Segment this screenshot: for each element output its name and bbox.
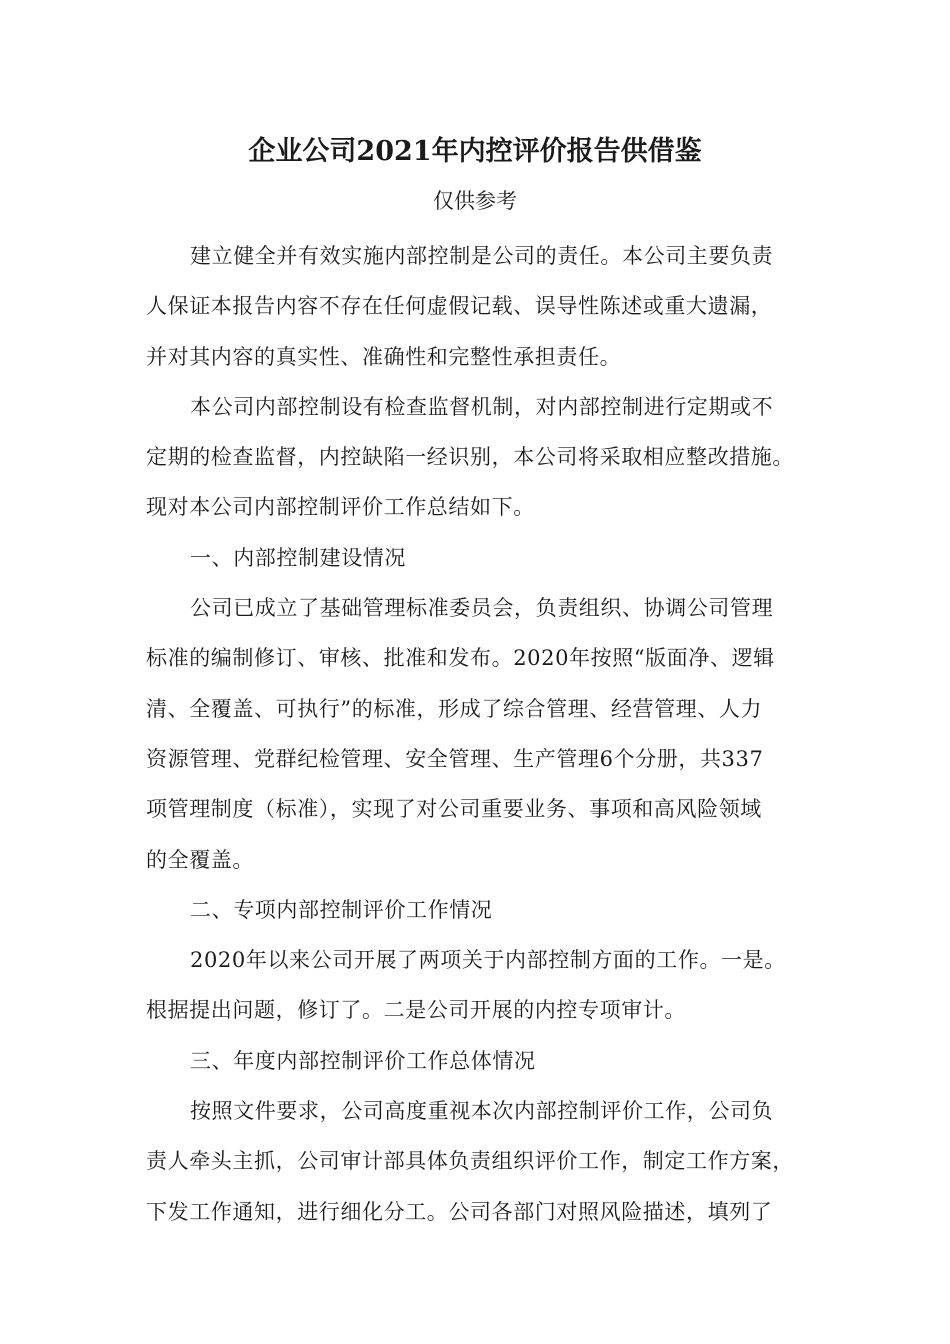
body-text-line: 项管理制度（标准），实现了对公司重要业务、事项和高风险领域 [146, 797, 762, 822]
document-subtitle: 仅供参考 [433, 189, 517, 213]
body-text-line: 定期的检查监督，内控缺陷一经识别，本公司将采取相应整改措施。 [146, 445, 794, 470]
document-title: 企业公司2021年内控评价报告供借鉴 [248, 136, 702, 167]
body-text-line: 按照文件要求，公司高度重视本次内部控制评价工作，公司负 [190, 1099, 774, 1124]
body-text-line: 人保证本报告内容不存在任何虚假记载、误导性陈述或重大遗漏， [146, 294, 773, 319]
document-body [146, 231, 806, 1237]
body-text-line: 三、年度内部控制评价工作总体情况 [190, 1048, 536, 1073]
body-text-line: 责人牵头主抓，公司审计部具体负责组织评价工作，制定工作方案， [146, 1149, 794, 1174]
body-text-line: 下发工作通知，进行细化分工。公司各部门对照风险描述，填列了 [146, 1199, 773, 1224]
body-text-line: 建立健全并有效实施内部控制是公司的责任。本公司主要负责 [190, 244, 774, 268]
body-text-line: 根据提出问题，修订了。二是公司开展的内控专项审计。 [146, 998, 686, 1023]
body-text-line: 清、全覆盖、可执行”的标准，形成了综合管理、经营管理、人力 [146, 696, 763, 721]
body-text-line: 的全覆盖。 [146, 847, 254, 872]
body-text-line: 二、专项内部控制评价工作情况 [190, 897, 493, 922]
body-text-line: 一、内部控制建设情况 [190, 545, 406, 570]
body-text-line: 标准的编制修订、审核、批准和发布。2020年按照“版面净、逻辑 [146, 646, 775, 671]
body-text-line: 2020年以来公司开展了两项关于内部控制方面的工作。一是。 [190, 948, 786, 973]
body-text-line: 本公司内部控制设有检查监督机制，对内部控制进行定期或不 [190, 394, 774, 419]
body-text-line: 公司已成立了基础管理标准委员会，负责组织、协调公司管理 [190, 596, 774, 621]
body-text-line: 并对其内容的真实性、准确性和完整性承担责任。 [146, 344, 622, 369]
body-text-line: 现对本公司内部控制评价工作总结如下。 [146, 495, 535, 520]
body-text-line: 资源管理、党群纪检管理、安全管理、生产管理6个分册，共337 [146, 746, 764, 771]
